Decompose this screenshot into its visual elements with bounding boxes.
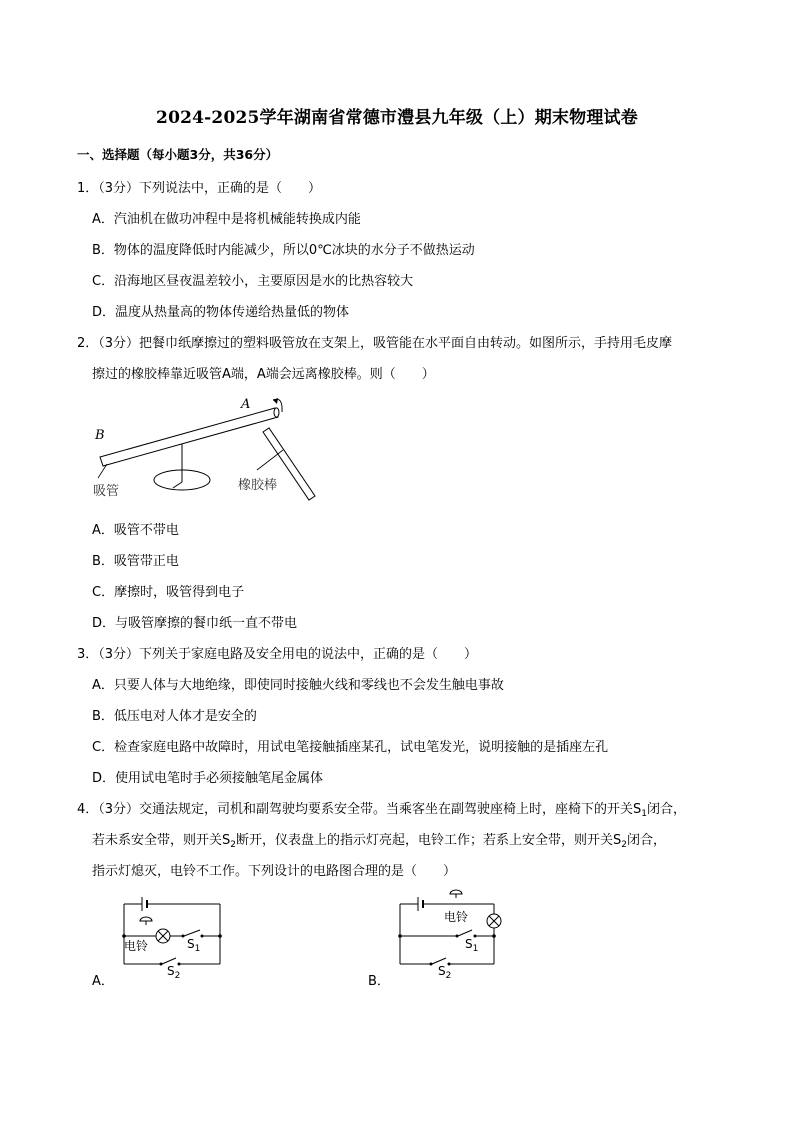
- circuit-b-bell-label: 电铃: [444, 910, 469, 924]
- q3-option-d: D．使用试电笔时手必须接触笔尾金属体: [92, 771, 324, 786]
- q3-stem: 3．（3分）下列关于家庭电路及安全用电的说法中，正确的是（ ）: [77, 647, 478, 662]
- q2-option-a: A．吸管不带电: [92, 523, 179, 538]
- switch-s1: [184, 930, 200, 936]
- bell-icon: [450, 890, 462, 894]
- switch-s1: [458, 930, 472, 936]
- straw: [100, 408, 278, 466]
- q4-option-a-label: A．: [92, 974, 114, 989]
- fig-label-a: A: [241, 397, 251, 412]
- q2-option-c: C．摩擦时，吸管得到电子: [92, 585, 245, 600]
- q4-option-b-label: B．: [368, 974, 390, 989]
- q1-option-b: B．物体的温度降低时内能减少，所以0℃冰块的水分子不做热运动: [92, 243, 475, 258]
- q4-stem-line1: 4．（3分）交通法规定，司机和副驾驶均要系安全带。当乘客坐在副驾驶座椅上时，座椅下的开关$S_1$闭合，: [77, 802, 687, 819]
- q4-circuit-a: [118, 888, 228, 974]
- q3-option-a: A．只要人体与大地绝缘，即使同时接触火线和零线也不会发生触电事故: [92, 678, 504, 693]
- q3-option-c: C．检查家庭电路中故障时，用试电笔接触插座某孔，试电笔发光，说明接触的是插座左孔: [92, 740, 609, 755]
- q4-stem-line2: 若未系安全带，则开关$S_2$断开，仪表盘上的指示灯亮起，电铃工作；若系上安全带，则开关$S_2$闭合，: [92, 833, 667, 850]
- q1-stem: 1．（3分）下列说法中，正确的是（ ）: [77, 181, 322, 196]
- q4-circuit-b: [394, 888, 504, 974]
- page-title: 2024-2025学年湖南省常德市澧县九年级（上）期末物理试卷: [156, 108, 638, 128]
- fig-label-rod: 橡胶棒: [238, 478, 278, 493]
- circuit-a-s1-label: $S_1$: [187, 937, 201, 954]
- q2-figure-straw-and-rod: [85, 392, 325, 510]
- q1-option-a: A．汽油机在做功冲程中是将机械能转换成内能: [92, 212, 361, 227]
- q2-option-b: B．吸管带正电: [92, 554, 179, 569]
- q4-stem-line3: 指示灯熄灭，电铃不工作。下列设计的电路图合理的是（ ）: [92, 864, 457, 879]
- circuit-a-s2-label: $S_2$: [167, 964, 181, 981]
- circuit-b-s2-label: $S_2$: [438, 964, 452, 981]
- fig-label-b: B: [95, 428, 105, 443]
- section-heading: 一、选择题（每小题3分，共36分）: [77, 147, 279, 162]
- q3-option-b: B．低压电对人体才是安全的: [92, 709, 257, 724]
- q2-stem-line2: 擦过的橡胶棒靠近吸管A端，A端会远离橡胶棒。则（ ）: [92, 367, 435, 382]
- fig-label-straw: 吸管: [93, 484, 120, 499]
- circuit-a-bell-label: 电铃: [124, 939, 149, 953]
- q1-option-c: C．沿海地区昼夜温差较小，主要原因是水的比热容较大: [92, 274, 414, 289]
- circuit-b-s1-label: $S_1$: [465, 937, 479, 954]
- q2-stem-line1: 2．（3分）把餐巾纸摩擦过的塑料吸管放在支架上，吸管能在水平面自由转动。如图所示，手持用毛皮摩: [77, 336, 673, 351]
- q1-option-d: D．温度从热量高的物体传递给热量低的物体: [92, 305, 350, 320]
- bell-icon: [140, 917, 152, 921]
- q2-option-d: D．与吸管摩擦的餐巾纸一直不带电: [92, 616, 298, 631]
